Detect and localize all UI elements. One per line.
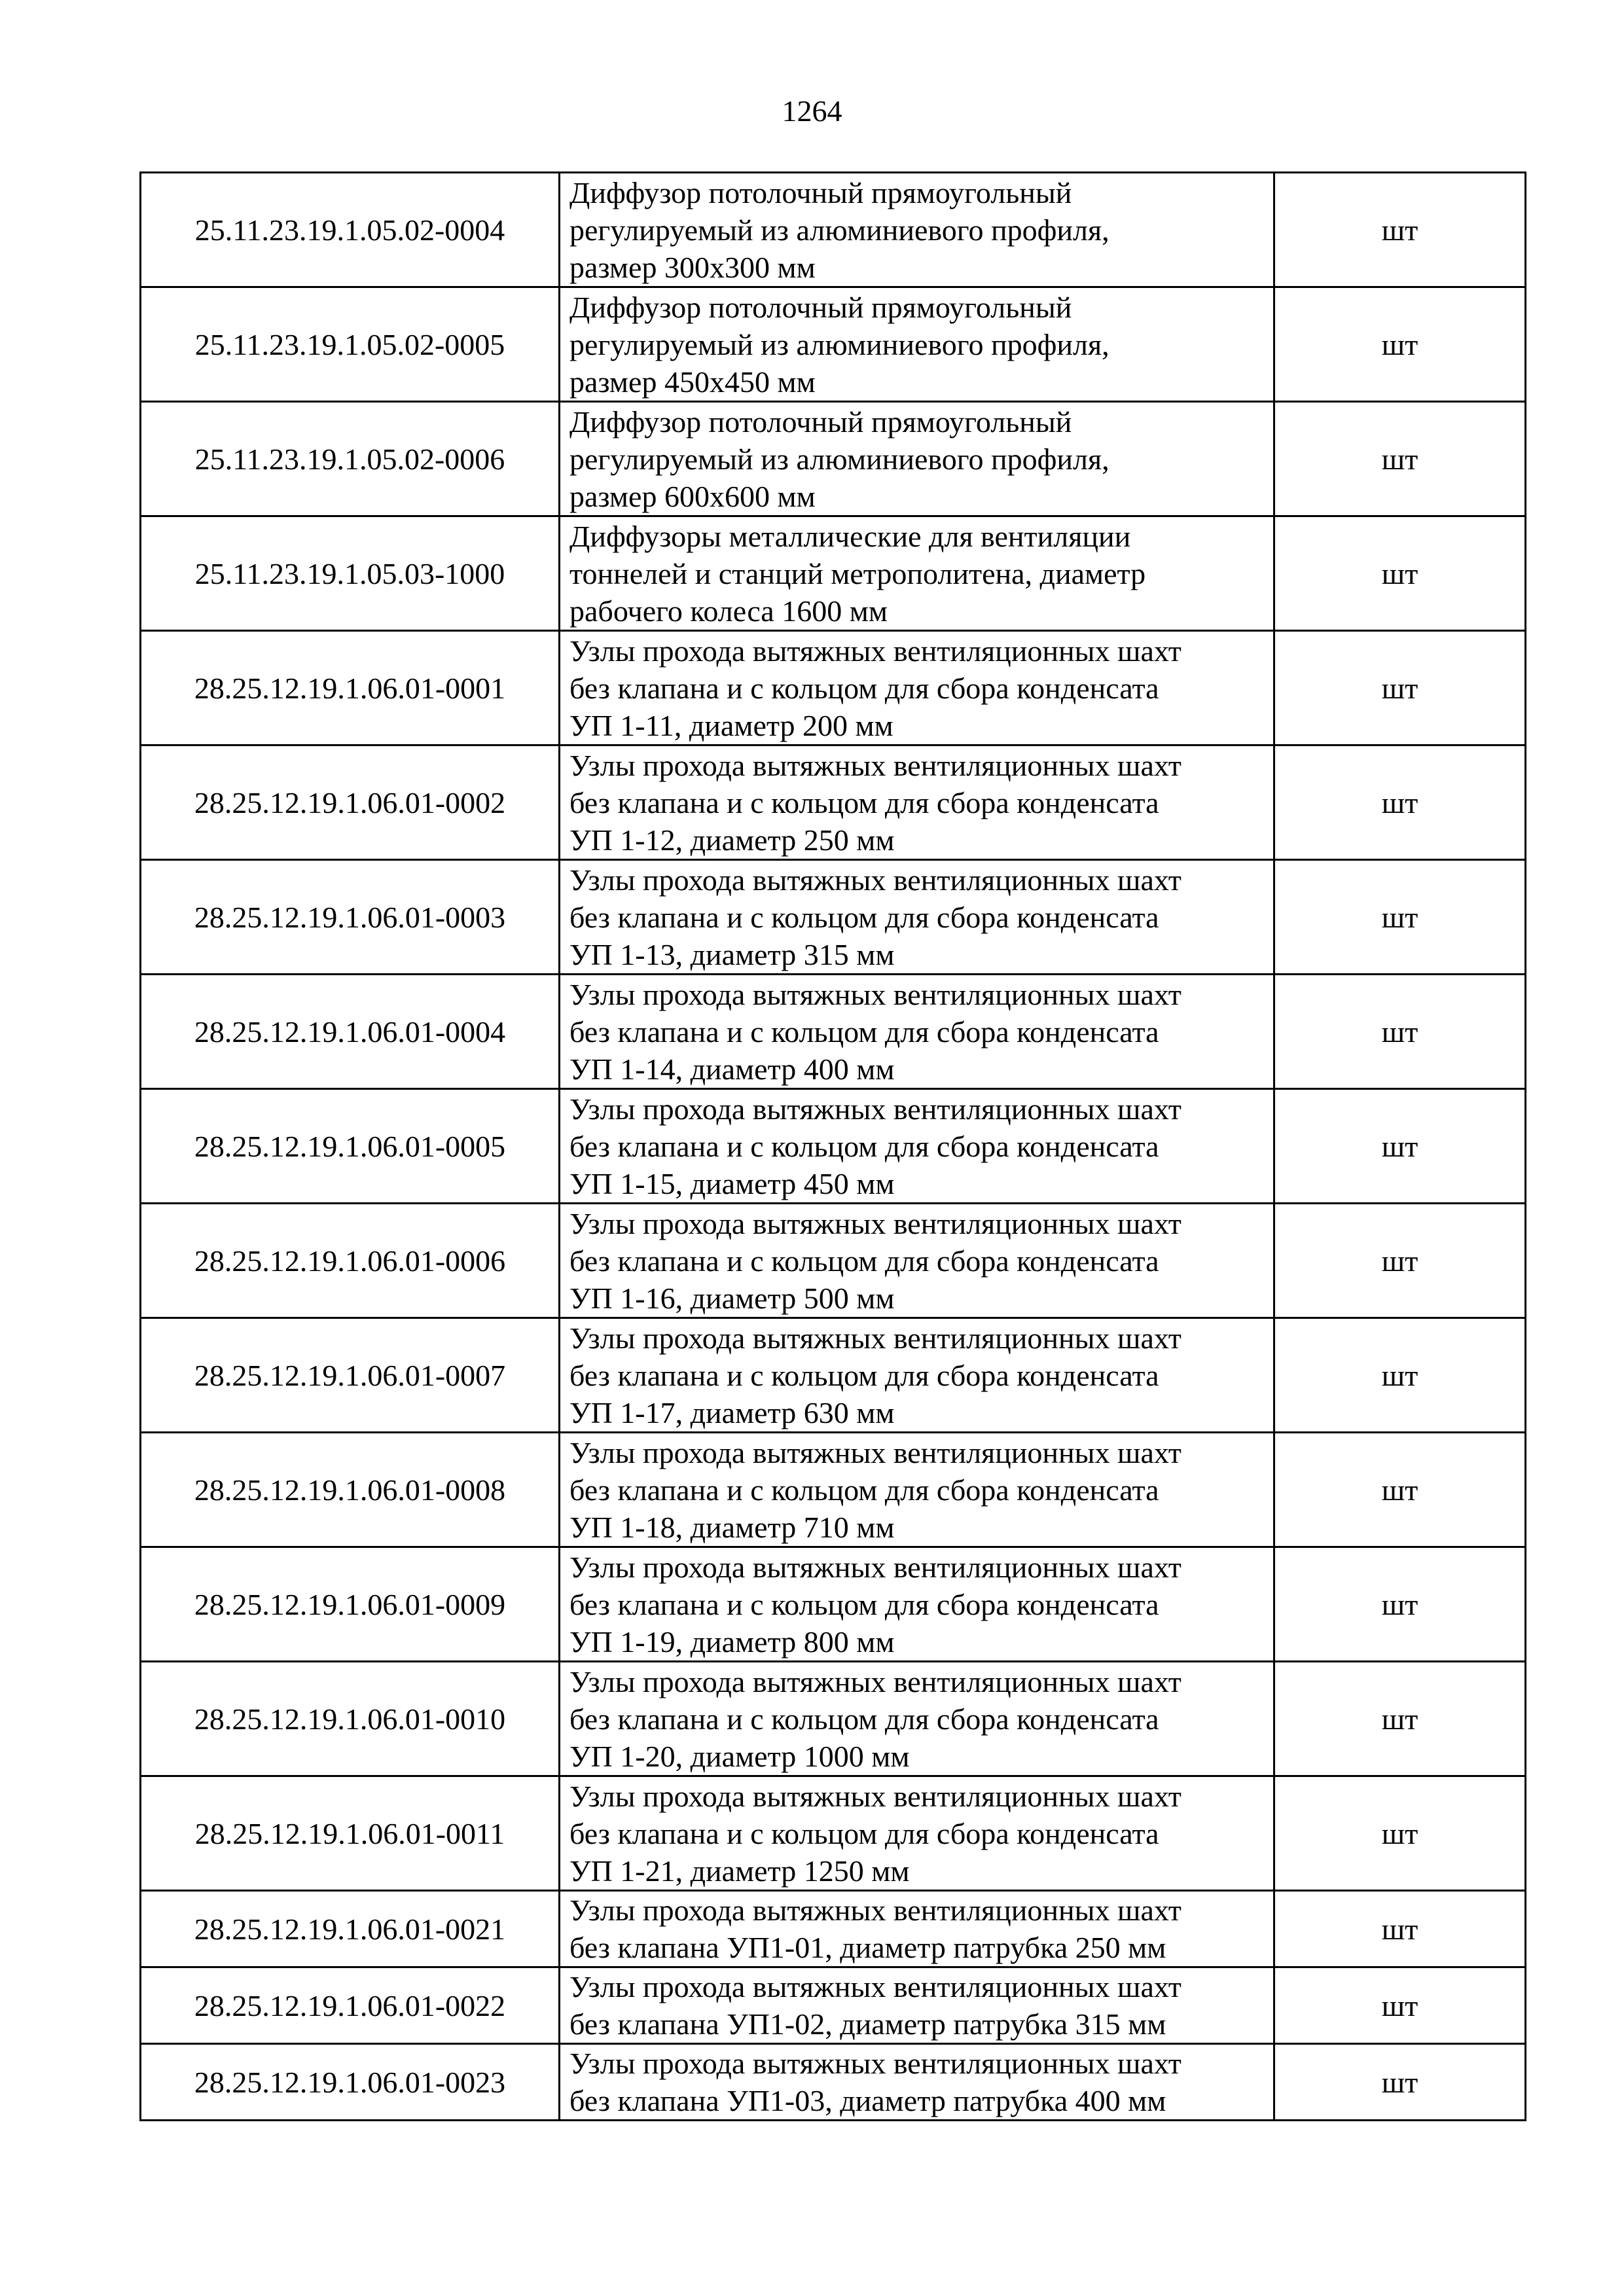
table-row [141,287,1526,402]
item-name-line: Диффузор потолочный прямоугольный [569,290,1072,324]
page-number: 1264 [782,94,842,128]
item-name-line: Узлы прохода вытяжных вентиляционных шахт [569,1321,1182,1355]
item-code: 28.25.12.19.1.06.01-0004 [141,975,560,1089]
item-name-line: Диффузор потолочный прямоугольный [569,404,1072,439]
item-name-line: без клапана и с кольцом для сбора конденсата [569,1244,1159,1278]
item-unit: шт [1274,516,1526,631]
item-code: 28.25.12.19.1.06.01-0005 [141,1089,560,1204]
item-code: 28.25.12.19.1.06.01-0011 [141,1776,560,1891]
item-name [560,975,1274,1089]
item-code: 25.11.23.19.1.05.02-0004 [141,173,560,287]
table-row [141,516,1526,631]
item-unit: шт [1274,1433,1526,1547]
item-unit: шт [1274,402,1526,516]
item-name-line: УП 1-20, диаметр 1000 мм [569,1739,910,1773]
item-name [560,745,1274,860]
item-name-line: без клапана и с кольцом для сбора конденсата [569,1702,1159,1736]
table-row [141,975,1526,1089]
item-name-line: рабочего колеса 1600 мм [569,594,888,628]
item-unit: шт [1274,287,1526,402]
item-name-line: УП 1-18, диаметр 710 мм [569,1510,895,1544]
item-name-line: УП 1-16, диаметр 500 мм [569,1281,895,1315]
item-name [560,516,1274,631]
item-name-line: Узлы прохода вытяжных вентиляционных шахт [569,1550,1182,1584]
item-name-line: Диффузор потолочный прямоугольный [569,175,1072,209]
item-name [560,173,1274,287]
item-code: 28.25.12.19.1.06.01-0010 [141,1662,560,1776]
item-name [560,1547,1274,1662]
item-name [560,1433,1274,1547]
item-unit: шт [1274,1967,1526,2044]
item-name [560,1662,1274,1776]
item-name-line: размер 600х600 мм [569,479,816,513]
table-row [141,745,1526,860]
table-row [141,173,1526,287]
item-unit: шт [1274,745,1526,860]
table-row [141,402,1526,516]
item-name-line: без клапана УП1-02, диаметр патрубка 315 мм [569,2007,1166,2041]
item-code: 25.11.23.19.1.05.03-1000 [141,516,560,631]
item-unit: шт [1274,1776,1526,1891]
table-row [141,1891,1526,1967]
item-unit: шт [1274,1547,1526,1662]
item-code: 28.25.12.19.1.06.01-0001 [141,631,560,745]
item-unit: шт [1274,1204,1526,1318]
item-name [560,1318,1274,1433]
table-row [141,1089,1526,1204]
item-name-line: Узлы прохода вытяжных вентиляционных шахт [569,1664,1182,1698]
item-name-line: УП 1-13, диаметр 315 мм [569,937,895,971]
item-name-line: УП 1-15, диаметр 450 мм [569,1166,895,1200]
item-name-line: УП 1-12, диаметр 250 мм [569,823,895,857]
item-name [560,1089,1274,1204]
item-name [560,287,1274,402]
item-code: 28.25.12.19.1.06.01-0023 [141,2044,560,2121]
item-name-line: УП 1-21, диаметр 1250 мм [569,1854,910,1888]
item-unit: шт [1274,1318,1526,1433]
item-name [560,402,1274,516]
item-name-line: УП 1-17, диаметр 630 мм [569,1395,895,1429]
item-code: 28.25.12.19.1.06.01-0009 [141,1547,560,1662]
item-name-line: без клапана и с кольцом для сбора конденсата [569,671,1159,705]
item-code: 25.11.23.19.1.05.02-0005 [141,287,560,402]
item-name-line: Узлы прохода вытяжных вентиляционных шахт [569,1206,1182,1240]
item-name [560,860,1274,975]
item-name-line: регулируемый из алюминиевого профиля, [569,213,1110,247]
item-name [560,1891,1274,1967]
item-name-line: УП 1-14, диаметр 400 мм [569,1052,895,1086]
item-name-line: без клапана и с кольцом для сбора конденсата [569,1587,1159,1621]
item-name-line: без клапана и с кольцом для сбора конденсата [569,1816,1159,1850]
item-code: 28.25.12.19.1.06.01-0021 [141,1891,560,1967]
item-name-line: без клапана и с кольцом для сбора конденсата [569,785,1159,819]
item-name-line: регулируемый из алюминиевого профиля, [569,442,1110,476]
item-code: 28.25.12.19.1.06.01-0002 [141,745,560,860]
table-row [141,2044,1526,2121]
item-name-line: Узлы прохода вытяжных вентиляционных шахт [569,1092,1182,1126]
table-row [141,1547,1526,1662]
table-row [141,1433,1526,1547]
item-name-line: Узлы прохода вытяжных вентиляционных шахт [569,1435,1182,1469]
item-unit: шт [1274,860,1526,975]
item-name-line: Узлы прохода вытяжных вентиляционных шахт [569,863,1182,897]
item-name-line: без клапана и с кольцом для сбора конденсата [569,1014,1159,1049]
item-code: 28.25.12.19.1.06.01-0003 [141,860,560,975]
item-unit: шт [1274,631,1526,745]
item-code: 28.25.12.19.1.06.01-0007 [141,1318,560,1433]
table-row [141,1776,1526,1891]
item-unit: шт [1274,1891,1526,1967]
table-row [141,1662,1526,1776]
item-unit: шт [1274,1089,1526,1204]
item-name-line: без клапана УП1-03, диаметр патрубка 400 мм [569,2084,1166,2117]
item-unit: шт [1274,2044,1526,2121]
item-name-line: Узлы прохода вытяжных вентиляционных шахт [569,634,1182,668]
item-name-line: УП 1-11, диаметр 200 мм [569,708,893,742]
item-name [560,1776,1274,1891]
item-name-line: размер 300х300 мм [569,250,816,284]
item-name-line: тоннелей и станций метрополитена, диаметр [569,556,1146,590]
item-name-line: Узлы прохода вытяжных вентиляционных шахт [569,2047,1182,2080]
table-row [141,1204,1526,1318]
item-code: 28.25.12.19.1.06.01-0022 [141,1967,560,2044]
item-name-line: Диффузоры металлические для вентиляции [569,519,1131,553]
item-name-line: Узлы прохода вытяжных вентиляционных шахт [569,1970,1182,2003]
item-name-line: УП 1-19, диаметр 800 мм [569,1624,895,1659]
item-name [560,631,1274,745]
item-name-line: без клапана и с кольцом для сбора конденсата [569,1358,1159,1392]
table-row [141,860,1526,975]
item-name-line: регулируемый из алюминиевого профиля, [569,327,1110,361]
item-code: 25.11.23.19.1.05.02-0006 [141,402,560,516]
item-name [560,2044,1274,2121]
item-name-line: Узлы прохода вытяжных вентиляционных шахт [569,748,1182,782]
catalog-table-body [141,173,1526,2121]
item-name-line: без клапана и с кольцом для сбора конденсата [569,1129,1159,1163]
table-row [141,1318,1526,1433]
item-name-line: без клапана УП1-01, диаметр патрубка 250 мм [569,1931,1166,1964]
item-name-line: Узлы прохода вытяжных вентиляционных шахт [569,1893,1182,1927]
item-code: 28.25.12.19.1.06.01-0006 [141,1204,560,1318]
item-name-line: Узлы прохода вытяжных вентиляционных шахт [569,1779,1182,1813]
item-unit: шт [1274,1662,1526,1776]
catalog-table [139,171,1526,2121]
item-name [560,1204,1274,1318]
item-name-line: размер 450х450 мм [569,365,816,399]
table-row [141,1967,1526,2044]
table-row [141,631,1526,745]
item-name-line: без клапана и с кольцом для сбора конденсата [569,900,1159,934]
item-name [560,1967,1274,2044]
item-code: 28.25.12.19.1.06.01-0008 [141,1433,560,1547]
item-name-line: Узлы прохода вытяжных вентиляционных шахт [569,977,1182,1011]
item-unit: шт [1274,173,1526,287]
item-unit: шт [1274,975,1526,1089]
item-name-line: без клапана и с кольцом для сбора конденсата [569,1473,1159,1507]
